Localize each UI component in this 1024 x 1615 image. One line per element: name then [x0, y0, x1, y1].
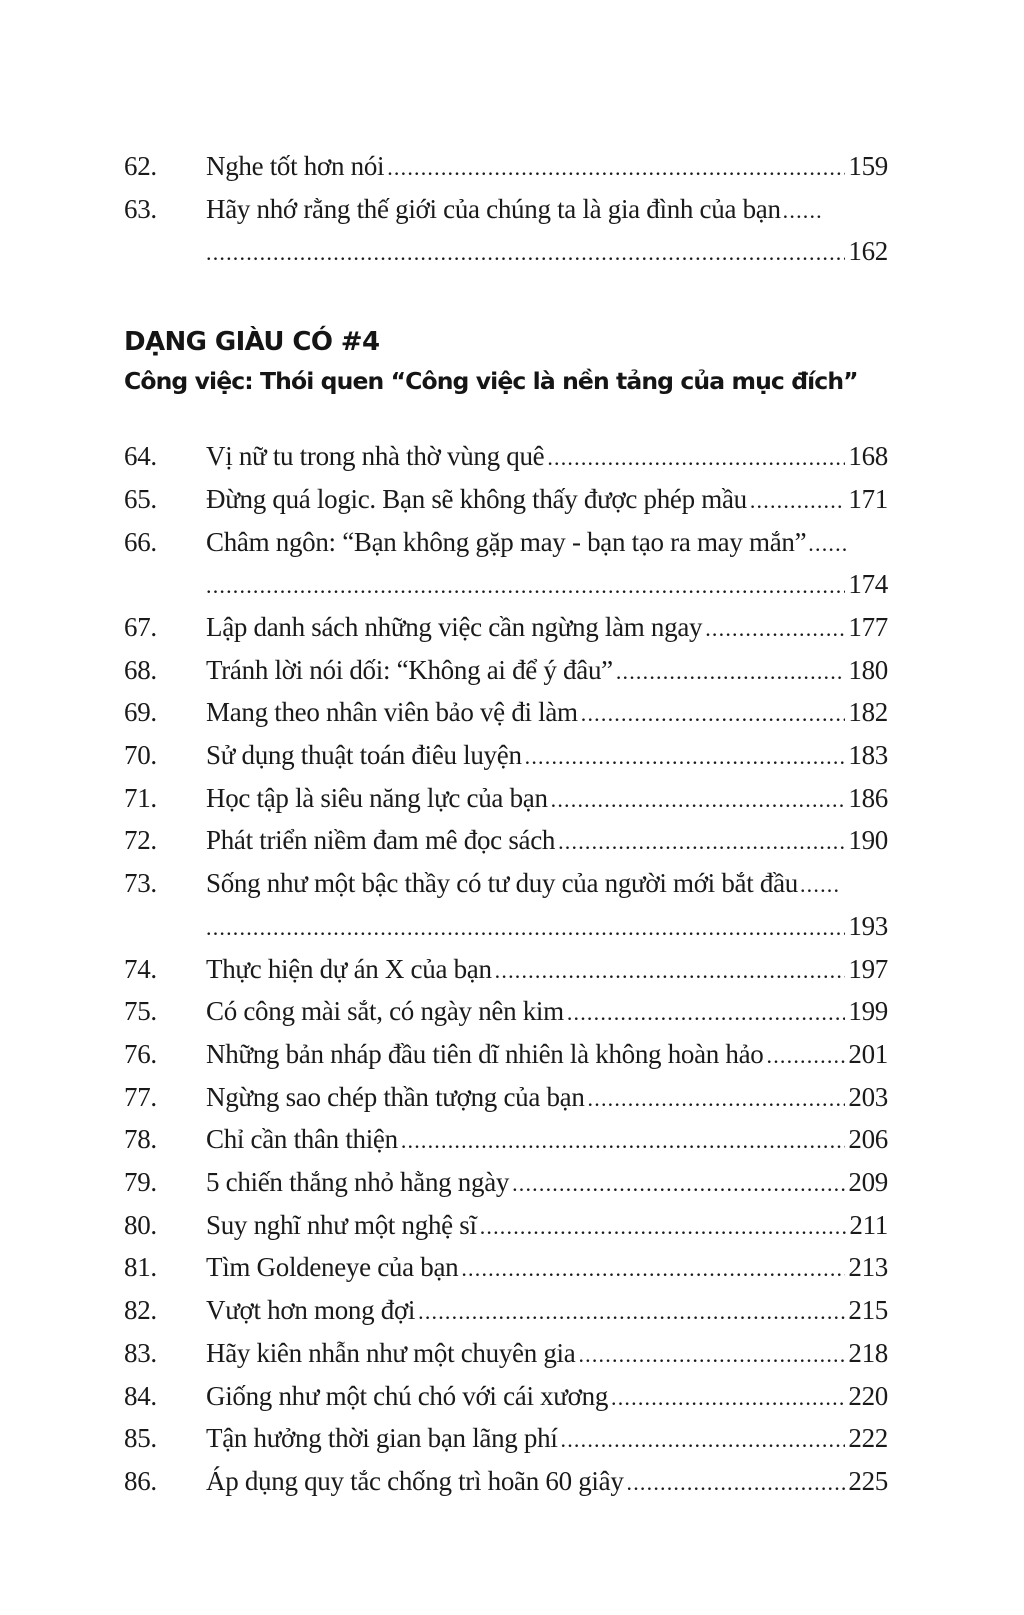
toc-entry-line — [206, 778, 888, 821]
toc-entry-body — [206, 436, 888, 479]
toc-entry-page: 199 — [848, 996, 888, 1027]
toc-entry[interactable] — [124, 607, 888, 650]
leader-dots — [558, 821, 845, 863]
toc-entry-page: 206 — [848, 1124, 888, 1155]
toc-entry-line — [206, 949, 888, 992]
toc-entry-title: Có công mài sắt, có ngày nên kim — [206, 996, 564, 1027]
toc-entry-title: Nghe tốt hơn nói — [206, 151, 385, 181]
toc-entry-page: 225 — [848, 1465, 888, 1496]
toc-entry-body — [206, 1119, 888, 1162]
toc-entry-body — [206, 189, 888, 274]
toc-entry-body — [206, 692, 888, 735]
toc-entry[interactable] — [124, 949, 888, 992]
toc-entry-line — [206, 1077, 888, 1120]
leader-dots: ...... — [808, 530, 849, 556]
leader-dots — [418, 1291, 845, 1333]
toc-entry-line — [206, 650, 888, 693]
toc-entry-page: 190 — [848, 825, 888, 856]
leader-dots — [495, 950, 846, 992]
leader-dots — [387, 147, 845, 189]
toc-entry-number: 81. — [124, 1252, 157, 1283]
toc-entry-title: Thực hiện dự án X của bạn — [206, 953, 492, 984]
toc-entry-page: 162 — [848, 236, 888, 267]
section-label: DẠNG GIÀU CÓ #4 — [124, 327, 380, 358]
toc-entry-title: Hãy nhớ rằng thế giới của chúng ta là gia đình của bạn — [206, 193, 781, 224]
toc-entry-line — [206, 1034, 888, 1077]
toc-entry-title: Phát triển niềm đam mê đọc sách — [206, 825, 556, 856]
leader-dots — [461, 1248, 845, 1290]
toc-entry[interactable] — [124, 1333, 888, 1376]
leader-dots — [547, 437, 845, 479]
toc-entry-title: Sống như một bậc thầy có tư duy của người mới bắt đầu — [206, 868, 798, 899]
toc-entry-title: Tìm Goldeneye của bạn — [206, 1252, 459, 1283]
leader-dots — [616, 651, 846, 693]
toc-entry-number: 64. — [124, 441, 157, 472]
toc-entry-number: 68. — [124, 654, 157, 685]
toc-entry-title: Giống như một chú chó với cái xương — [206, 1380, 609, 1411]
toc-entry-number: 75. — [124, 996, 157, 1027]
toc-entry-page: 211 — [849, 1209, 888, 1240]
toc-entry[interactable] — [124, 778, 888, 821]
toc-entry-number: 69. — [124, 697, 157, 728]
toc-entry-body — [206, 1290, 888, 1333]
leader-dots: ...... — [782, 197, 823, 223]
toc-entry-number: 70. — [124, 740, 157, 771]
leader-dots — [525, 736, 846, 778]
section-heading — [124, 322, 888, 400]
leader-dots — [561, 1419, 846, 1461]
toc-entry-line — [206, 1333, 888, 1376]
toc-entry-title: Vượt hơn mong đợi — [206, 1295, 416, 1326]
toc-entry-page: 222 — [848, 1423, 888, 1454]
toc-entry[interactable] — [124, 991, 888, 1034]
toc-entry-line — [206, 1376, 888, 1419]
toc-entry[interactable] — [124, 1162, 888, 1205]
toc-entry-title: Lập danh sách những việc cần ngừng làm ngay — [206, 611, 703, 642]
leader-dots — [750, 480, 846, 522]
toc-entry-number: 80. — [124, 1209, 157, 1240]
toc-entry-line — [206, 1205, 888, 1248]
leader-dots — [611, 1377, 845, 1419]
toc-entry-line — [206, 479, 888, 522]
toc-entry[interactable] — [124, 735, 888, 778]
toc-entry-number: 71. — [124, 782, 157, 813]
toc-entry-title: Vị nữ tu trong nhà thờ vùng quê — [206, 441, 545, 472]
toc-entry-number: 83. — [124, 1337, 157, 1368]
toc-entry-page: 197 — [848, 953, 888, 984]
toc-entry-number: 77. — [124, 1081, 157, 1112]
toc-entry[interactable] — [124, 1418, 888, 1461]
toc-entry-body — [206, 735, 888, 778]
leader-dots — [480, 1206, 847, 1248]
toc-entry-title: Châm ngôn: “Bạn không gặp may - bạn tạo ra may mắn” — [206, 526, 807, 557]
leader-dots — [551, 779, 846, 821]
toc-entry[interactable] — [124, 1247, 888, 1290]
toc-entry-line — [206, 820, 888, 863]
toc-entry-line — [206, 436, 888, 479]
toc-entry-body — [206, 1461, 888, 1504]
toc-entry-body — [206, 1077, 888, 1120]
toc-entry[interactable] — [124, 1290, 888, 1333]
toc-entry-line — [206, 189, 888, 232]
toc-entry-body — [206, 820, 888, 863]
leader-dots — [588, 1078, 846, 1120]
toc-entry-body — [206, 1333, 888, 1376]
toc-entry[interactable] — [124, 650, 888, 693]
leader-dots — [567, 992, 846, 1034]
toc-entry-line — [206, 1162, 888, 1205]
toc-entry[interactable] — [124, 1119, 888, 1162]
leader-dots — [206, 565, 845, 607]
toc-entry-line — [206, 863, 888, 906]
toc-entry-line — [206, 1461, 888, 1504]
toc-entry-page: 203 — [848, 1081, 888, 1112]
toc-entry[interactable] — [124, 820, 888, 863]
toc-entry-number: 66. — [124, 526, 157, 557]
toc-entry-line — [206, 692, 888, 735]
toc-entry[interactable] — [124, 436, 888, 479]
toc-entry-page: 193 — [848, 910, 888, 941]
toc-entry-number: 73. — [124, 868, 157, 899]
toc-entry-number: 63. — [124, 193, 157, 224]
toc-entry-title: Hãy kiên nhẫn như một chuyên gia — [206, 1337, 576, 1368]
toc-entry-number: 85. — [124, 1423, 157, 1454]
toc-entry-body — [206, 650, 888, 693]
toc-entry-page: 182 — [848, 697, 888, 728]
toc-entry-title: Tránh lời nói dối: “Không ai để ý đâu” — [206, 654, 613, 685]
toc-list-before — [124, 146, 888, 274]
toc-entry-line — [206, 906, 888, 949]
toc-entry-page: 159 — [848, 151, 888, 181]
toc-entry[interactable] — [124, 1376, 888, 1419]
toc-entry-page: 213 — [848, 1252, 888, 1283]
toc-entry-number: 79. — [124, 1167, 157, 1198]
toc-entry[interactable] — [124, 146, 888, 189]
toc-entry-line — [206, 231, 888, 274]
toc-entry-body — [206, 1205, 888, 1248]
toc-entry-number: 76. — [124, 1038, 157, 1069]
toc-entry-title: Ngừng sao chép thần tượng của bạn — [206, 1081, 585, 1112]
leader-dots — [401, 1120, 846, 1162]
leader-dots — [705, 608, 845, 650]
toc-entry-page: 168 — [848, 441, 888, 472]
toc-entry-page: 220 — [848, 1380, 888, 1411]
toc-entry-line — [206, 735, 888, 778]
toc-entry-title: Chỉ cần thân thiện — [206, 1124, 398, 1155]
leader-dots — [206, 907, 845, 949]
toc-entry[interactable] — [124, 1461, 888, 1504]
toc-entry-line — [206, 1290, 888, 1333]
toc-entry-page: 201 — [848, 1038, 888, 1069]
toc-entry-line — [206, 522, 888, 565]
toc-entry-page: 174 — [848, 569, 888, 600]
leader-dots — [512, 1163, 845, 1205]
toc-entry-title: Suy nghĩ như một nghệ sĩ — [206, 1209, 477, 1240]
toc-entry-number: 72. — [124, 825, 157, 856]
toc-entry-title: Mang theo nhân viên bảo vệ đi làm — [206, 697, 578, 728]
toc-entry-page: 218 — [848, 1337, 888, 1368]
leader-dots — [206, 232, 845, 274]
section-subtitle: Công việc: Thói quen “Công việc là nền tảng của mục đích” — [124, 367, 858, 396]
toc-entry-body — [206, 522, 888, 607]
toc-entry-line — [206, 564, 888, 607]
toc-entry-body — [206, 1418, 888, 1461]
toc-entry-line — [206, 1247, 888, 1290]
toc-entry-title: Những bản nháp đầu tiên dĩ nhiên là không hoàn hảo — [206, 1038, 764, 1069]
toc-entry-title: Đừng quá logic. Bạn sẽ không thấy được phép mầu — [206, 483, 747, 514]
toc-entry-line — [206, 1119, 888, 1162]
toc-entry-body — [206, 863, 888, 948]
toc-entry-body — [206, 1162, 888, 1205]
toc-entry[interactable] — [124, 1077, 888, 1120]
toc-entry-body — [206, 1034, 888, 1077]
toc-entry-page: 186 — [848, 782, 888, 813]
toc-entry-body — [206, 1247, 888, 1290]
toc-entry[interactable] — [124, 522, 888, 607]
toc-entry-body — [206, 949, 888, 992]
leader-dots — [581, 693, 846, 735]
toc-entry[interactable] — [124, 189, 888, 274]
toc-entry-number: 67. — [124, 611, 157, 642]
toc-entry[interactable] — [124, 863, 888, 948]
toc-entry-page: 171 — [848, 483, 888, 514]
toc-entry[interactable] — [124, 1205, 888, 1248]
toc-entry-page: 183 — [848, 740, 888, 771]
toc-entry-number: 62. — [124, 151, 157, 181]
toc-entry[interactable] — [124, 692, 888, 735]
toc-list-after — [124, 436, 888, 1504]
leader-dots — [578, 1334, 845, 1376]
toc-entry-number: 84. — [124, 1380, 157, 1411]
toc-entry-page: 180 — [848, 654, 888, 685]
toc-entry-line — [206, 607, 888, 650]
toc-entry-body — [206, 146, 888, 189]
toc-entry-number: 82. — [124, 1295, 157, 1326]
toc-entry-number: 74. — [124, 953, 157, 984]
toc-entry-body — [206, 778, 888, 821]
toc-entry-body — [206, 607, 888, 650]
toc-entry-title: 5 chiến thắng nhỏ hằng ngày — [206, 1167, 510, 1198]
toc-entry-title: Áp dụng quy tắc chống trì hoãn 60 giây — [206, 1465, 624, 1496]
leader-dots — [767, 1035, 846, 1077]
toc-entry-page: 177 — [848, 611, 888, 642]
toc-entry-number: 86. — [124, 1465, 157, 1496]
toc-entry-body — [206, 1376, 888, 1419]
toc-entry-line — [206, 991, 888, 1034]
toc-entry-title: Học tập là siêu năng lực của bạn — [206, 782, 548, 813]
toc-entry-body — [206, 991, 888, 1034]
toc-entry[interactable] — [124, 479, 888, 522]
toc-entry-body — [206, 479, 888, 522]
leader-dots — [627, 1462, 846, 1504]
toc-entry-page: 215 — [848, 1295, 888, 1326]
toc-page — [124, 146, 888, 1504]
toc-entry[interactable] — [124, 1034, 888, 1077]
toc-entry-page: 209 — [848, 1167, 888, 1198]
toc-entry-title: Sử dụng thuật toán điêu luyện — [206, 740, 522, 771]
leader-dots: ...... — [799, 872, 841, 898]
toc-entry-number: 65. — [124, 483, 157, 514]
toc-entry-number: 78. — [124, 1124, 157, 1155]
toc-entry-line — [206, 146, 888, 189]
toc-entry-title: Tận hưởng thời gian bạn lãng phí — [206, 1423, 558, 1454]
toc-entry-line — [206, 1418, 888, 1461]
